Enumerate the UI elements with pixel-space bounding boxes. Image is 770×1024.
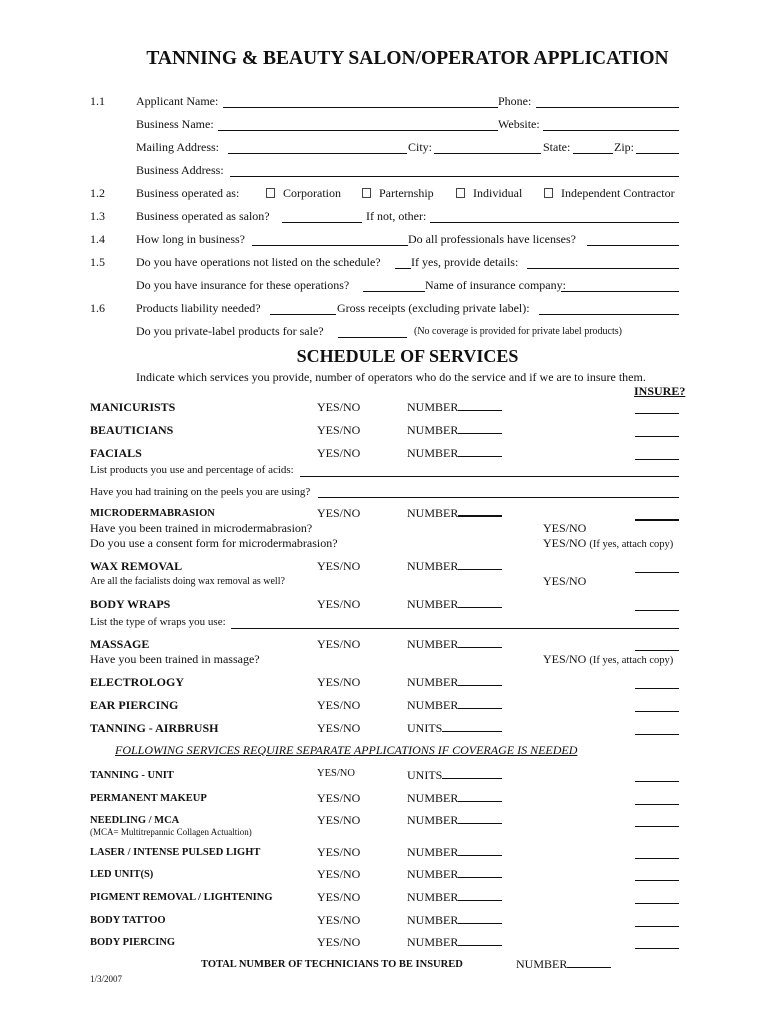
service-needling-mca-label: NEEDLING / MCA — [90, 814, 180, 826]
trained-micro-yesno[interactable]: YES/NO — [543, 521, 587, 535]
mailing-address-label: Mailing Address: — [136, 140, 219, 154]
service-led-units-yesno[interactable]: YES/NO — [317, 867, 361, 881]
service-led-units-insure-field[interactable] — [635, 880, 679, 881]
service-laser-number[interactable]: NUMBER — [407, 845, 502, 860]
service-beauticians-number[interactable]: NUMBER — [407, 423, 502, 438]
ops-not-listed-label: Do you have operations not listed on the schedule? — [136, 255, 381, 269]
service-body-wraps-number[interactable]: NUMBER — [407, 597, 502, 612]
licenses-label: Do all professionals have licenses? — [408, 232, 576, 246]
phone-label: Phone: — [498, 94, 532, 108]
zip-field[interactable] — [636, 153, 679, 154]
service-electrology-number[interactable]: NUMBER — [407, 675, 502, 690]
service-pigment-removal-number[interactable]: NUMBER — [407, 890, 502, 905]
service-facials-yesno[interactable]: YES/NO — [317, 446, 361, 460]
corporation-option[interactable]: Corporation — [266, 186, 341, 201]
service-laser-insure-field[interactable] — [635, 858, 679, 859]
ops-not-listed-field[interactable] — [395, 268, 411, 269]
service-facials-insure-field[interactable] — [635, 459, 679, 460]
section-num: 1.2 — [90, 186, 105, 200]
service-beauticians-insure-field[interactable] — [635, 436, 679, 437]
service-electrology-yesno[interactable]: YES/NO — [317, 675, 361, 689]
consent-form-yesno[interactable]: YES/NO (If yes, attach copy) — [543, 536, 674, 550]
schedule-intro: Indicate which services you provide, number of operators who do the service and if we are to insure them. — [136, 370, 646, 384]
service-manicurists-label: MANICURISTS — [90, 400, 176, 414]
how-long-field[interactable] — [252, 245, 408, 246]
service-body-piercing-yesno[interactable]: YES/NO — [317, 935, 361, 949]
service-facials-label: FACIALS — [90, 446, 142, 460]
service-pigment-removal-yesno[interactable]: YES/NO — [317, 890, 361, 904]
wrap-types-field[interactable] — [231, 628, 679, 629]
service-body-tattoo-insure-field[interactable] — [635, 926, 679, 927]
service-tanning-airbrush-units[interactable]: UNITS — [407, 721, 502, 736]
private-label-note: (No coverage is provided for private label products) — [414, 326, 622, 337]
licenses-field[interactable] — [587, 245, 679, 246]
business-address-label: Business Address: — [136, 163, 224, 177]
independent-contractor-option[interactable]: Independent Contractor — [544, 186, 675, 201]
training-peels-field[interactable] — [318, 497, 679, 498]
operated-as-salon-label: Business operated as salon? — [136, 209, 270, 223]
state-label: State: — [543, 140, 571, 154]
service-tanning-airbrush-insure-field[interactable] — [635, 734, 679, 735]
facialists-wax-yesno[interactable]: YES/NO — [543, 574, 587, 588]
service-beauticians-label: BEAUTICIANS — [90, 423, 174, 437]
service-permanent-makeup-insure-field[interactable] — [635, 804, 679, 805]
service-tanning-unit-label: TANNING - UNIT — [90, 769, 174, 781]
service-permanent-makeup-number[interactable]: NUMBER — [407, 791, 502, 806]
service-massage-yesno[interactable]: YES/NO — [317, 637, 361, 651]
service-tanning-airbrush-label: TANNING - AIRBRUSH — [90, 721, 219, 735]
service-body-wraps-insure-field[interactable] — [635, 610, 679, 611]
service-body-wraps-yesno[interactable]: YES/NO — [317, 597, 361, 611]
business-address-field[interactable] — [230, 176, 679, 177]
service-ear-piercing-insure-field[interactable] — [635, 711, 679, 712]
schedule-heading: SCHEDULE OF SERVICES — [296, 346, 519, 366]
if-yes-details-label: If yes, provide details: — [411, 255, 519, 269]
service-tanning-unit-units[interactable]: UNITS — [407, 768, 502, 783]
products-liability-field[interactable] — [270, 314, 336, 315]
service-led-units-number[interactable]: NUMBER — [407, 867, 502, 882]
mailing-address-field[interactable] — [228, 153, 407, 154]
website-label: Website: — [498, 117, 540, 131]
service-electrology-label: ELECTROLOGY — [90, 675, 185, 689]
service-manicurists-yesno[interactable]: YES/NO — [317, 400, 361, 414]
total-technicians-number[interactable]: NUMBER — [516, 957, 611, 972]
service-body-piercing-number[interactable]: NUMBER — [407, 935, 502, 950]
business-name-label: Business Name: — [136, 117, 214, 131]
service-ear-piercing-yesno[interactable]: YES/NO — [317, 698, 361, 712]
gross-receipts-label: Gross receipts (excluding private label): — [337, 301, 530, 315]
trained-massage-yesno[interactable]: YES/NO (If yes, attach copy) — [543, 652, 674, 666]
service-manicurists-number[interactable]: NUMBER — [407, 400, 502, 415]
individual-option[interactable]: Individual — [456, 186, 522, 201]
operated-as-salon-field[interactable] — [282, 222, 362, 223]
insurance-company-label: Name of insurance company: — [425, 278, 566, 292]
service-needling-mca-insure-field[interactable] — [635, 826, 679, 827]
service-wax-removal-label: WAX REMOVAL — [90, 559, 183, 573]
service-pigment-removal-label: PIGMENT REMOVAL / LIGHTENING — [90, 891, 273, 903]
service-permanent-makeup-yesno[interactable]: YES/NO — [317, 791, 361, 805]
service-ear-piercing-label: EAR PIERCING — [90, 698, 179, 712]
service-facials-number[interactable]: NUMBER — [407, 446, 502, 461]
service-microdermabrasion-label: MICRODERMABRASION — [90, 507, 215, 519]
private-label-field[interactable] — [338, 337, 407, 338]
service-ear-piercing-number[interactable]: NUMBER — [407, 698, 502, 713]
facialists-wax-label: Are all the facialists doing wax removal as well? — [90, 576, 285, 587]
service-body-tattoo-yesno[interactable]: YES/NO — [317, 913, 361, 927]
city-label: City: — [408, 140, 433, 154]
service-wax-removal-number[interactable]: NUMBER — [407, 559, 502, 574]
service-body-wraps-label: BODY WRAPS — [90, 597, 171, 611]
if-not-other-field[interactable] — [430, 222, 679, 223]
service-body-tattoo-label: BODY TATTOO — [90, 914, 166, 926]
have-insurance-label: Do you have insurance for these operations? — [136, 278, 350, 292]
if-yes-details-field[interactable] — [527, 268, 679, 269]
products-acids-field[interactable] — [300, 476, 679, 477]
service-beauticians-yesno[interactable]: YES/NO — [317, 423, 361, 437]
insure-header: INSURE? — [634, 384, 686, 398]
service-massage-number[interactable]: NUMBER — [407, 637, 502, 652]
total-technicians-label: TOTAL NUMBER OF TECHNICIANS TO BE INSURED — [201, 959, 463, 970]
city-field[interactable] — [434, 153, 541, 154]
service-tanning-unit-yesno[interactable]: YES/NO — [317, 768, 355, 779]
service-tanning-unit-insure-field[interactable] — [635, 781, 679, 782]
zip-label: Zip: — [614, 140, 634, 154]
service-body-tattoo-number[interactable]: NUMBER — [407, 913, 502, 928]
service-microdermabrasion-insure-field[interactable] — [635, 519, 679, 521]
service-massage-insure-field[interactable] — [635, 650, 679, 651]
service-massage-label: MASSAGE — [90, 637, 150, 651]
section-num: 1.5 — [90, 255, 105, 269]
page-title: TANNING & BEAUTY SALON/OPERATOR APPLICATION — [146, 48, 669, 69]
service-permanent-makeup-label: PERMANENT MAKEUP — [90, 792, 207, 804]
wrap-types-label: List the type of wraps you use: — [90, 616, 226, 628]
service-led-units-label: LED UNIT(S) — [90, 868, 154, 880]
gross-receipts-field[interactable] — [539, 314, 679, 315]
website-field[interactable] — [543, 130, 679, 131]
business-name-field[interactable] — [218, 130, 498, 131]
checkbox-icon[interactable] — [456, 188, 465, 198]
private-label-label: Do you private-label products for sale? — [136, 324, 324, 338]
state-field[interactable] — [573, 153, 613, 154]
service-laser-label: LASER / INTENSE PULSED LIGHT — [90, 846, 261, 858]
mca-note: (MCA= Multitrepannic Collagen Actualtion) — [90, 827, 252, 837]
applicant-name-field[interactable] — [223, 107, 498, 108]
footer-date: 1/3/2007 — [90, 974, 123, 984]
if-not-other-label: If not, other: — [366, 209, 427, 223]
products-liability-label: Products liability needed? — [136, 301, 261, 315]
insurance-company-field[interactable] — [561, 291, 679, 292]
service-electrology-insure-field[interactable] — [635, 688, 679, 689]
trained-massage-label: Have you been trained in massage? — [90, 652, 260, 666]
service-manicurists-insure-field[interactable] — [635, 413, 679, 414]
have-insurance-field[interactable] — [363, 291, 425, 292]
trained-micro-label: Have you been trained in microdermabrasion? — [90, 521, 313, 535]
service-tanning-airbrush-yesno[interactable]: YES/NO — [317, 721, 361, 735]
section-num: 1.6 — [90, 301, 105, 315]
training-peels-label: Have you had training on the peels you are using? — [90, 486, 311, 498]
service-wax-removal-yesno[interactable]: YES/NO — [317, 559, 361, 573]
section-num: 1.1 — [90, 94, 105, 108]
service-laser-yesno[interactable]: YES/NO — [317, 845, 361, 859]
separate-notice: FOLLOWING SERVICES REQUIRE SEPARATE APPLICATIONS IF COVERAGE IS NEEDED — [115, 743, 578, 757]
service-microdermabrasion-yesno[interactable]: YES/NO — [317, 506, 361, 520]
service-body-piercing-insure-field[interactable] — [635, 948, 679, 949]
service-needling-mca-number[interactable]: NUMBER — [407, 813, 502, 828]
checkbox-icon[interactable] — [362, 188, 371, 198]
checkbox-icon[interactable] — [266, 188, 275, 198]
section-num: 1.4 — [90, 232, 105, 246]
service-wax-removal-insure-field[interactable] — [635, 572, 679, 573]
service-body-piercing-label: BODY PIERCING — [90, 936, 176, 948]
products-acids-label: List products you use and percentage of acids: — [90, 464, 294, 476]
how-long-label: How long in business? — [136, 232, 245, 246]
phone-field[interactable] — [536, 107, 679, 108]
applicant-name-label: Applicant Name: — [136, 94, 219, 108]
checkbox-icon[interactable] — [544, 188, 553, 198]
consent-form-label: Do you use a consent form for microdermabrasion? — [90, 536, 338, 550]
partnership-option[interactable]: Parternship — [362, 186, 434, 201]
service-microdermabrasion-number[interactable]: NUMBER — [407, 506, 502, 521]
service-pigment-removal-insure-field[interactable] — [635, 903, 679, 904]
section-num: 1.3 — [90, 209, 105, 223]
service-needling-mca-yesno[interactable]: YES/NO — [317, 813, 361, 827]
business-operated-as-label: Business operated as: — [136, 186, 240, 200]
